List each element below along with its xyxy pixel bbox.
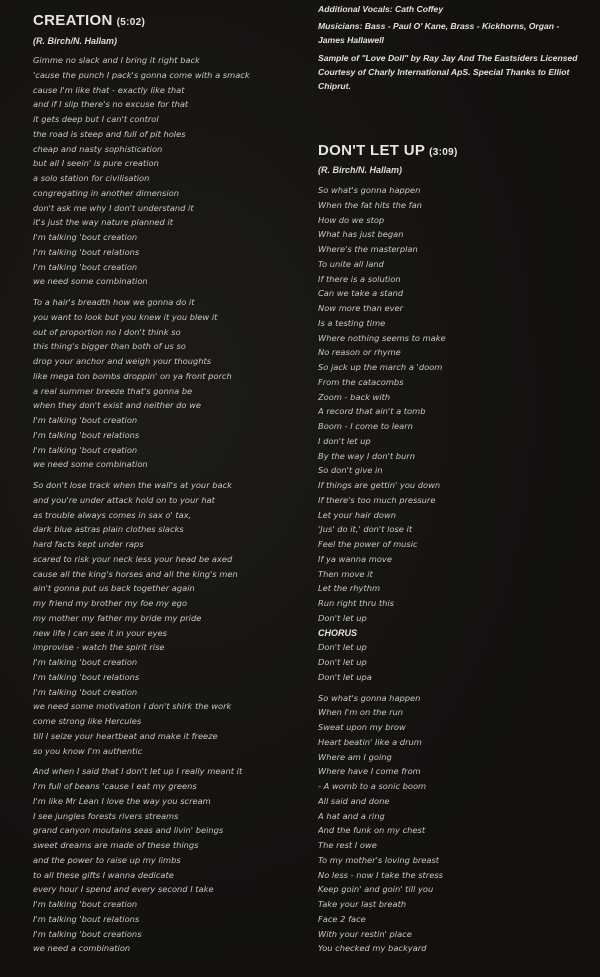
- lyric-line: Now more than ever: [318, 303, 404, 313]
- lyric-line: Where's the masterplan: [318, 244, 418, 254]
- lyric-line: we need a combination: [33, 943, 131, 954]
- note-musicians: Musicians: Bass - Paul O' Kane, Brass - Kickhorns, Organ - James Hallawell: [318, 21, 560, 46]
- lyric-line: I'm like Mr Lean I love the way you scream: [33, 795, 211, 806]
- lyric-line: - A womb to a sonic boom: [318, 781, 427, 791]
- lyric-line: What has just began: [318, 229, 404, 240]
- lyric-line: you want to look but you knew it you blew it: [33, 311, 218, 322]
- lyric-line: I'm talking 'bout creation: [33, 657, 138, 667]
- lyric-line: You checked my backyard: [318, 943, 427, 954]
- lyric-line: The rest I owe: [318, 840, 377, 850]
- lyric-line: Zoom - back with: [318, 391, 391, 402]
- lyric-line: as trouble always comes in sax o' tax,: [33, 509, 192, 520]
- lyric-line: I'm talking 'bout creation: [33, 261, 138, 272]
- lyric-line: Boom - I come to learn: [318, 421, 413, 431]
- lyric-line: When I'm on the run: [318, 707, 404, 718]
- lyric-line: To my mother's loving breast: [318, 854, 440, 865]
- dont-let-up-lyrics: [318, 183, 580, 956]
- chorus-label: CHORUS: [318, 627, 358, 638]
- lyric-line: If there's too much pressure: [318, 494, 436, 505]
- lyric-line: Let your hair down: [318, 509, 396, 520]
- lyric-line: I'm talking 'bout relations: [33, 246, 140, 257]
- lyric-line: Then move it: [318, 568, 373, 579]
- lyric-line: but all I seein' is pure creation: [33, 158, 159, 169]
- lyric-line: I'm talking 'bout creation: [33, 232, 138, 242]
- lyric-line: grand canyon moutains seas and livin' beings: [33, 825, 224, 836]
- lyric-line: If ya wanna move: [318, 553, 392, 564]
- lyric-line: my friend my brother my foe my ego: [33, 598, 188, 608]
- lyric-line: So what's gonna happen: [318, 692, 421, 703]
- lyric-line: it's just the way nature planned it: [33, 217, 173, 228]
- lyric-line: we need some combination: [33, 276, 148, 287]
- lyric-line: I'm full of beans 'cause I eat my greens: [33, 781, 197, 791]
- lyric-line: cheap and nasty sophistication: [33, 143, 163, 154]
- lyric-line: Run right thru this: [318, 598, 395, 608]
- lyric-line: From the catacombs: [318, 376, 404, 387]
- lyric-line: To unite all land: [318, 258, 384, 269]
- song-title-dont-let-up: [318, 142, 458, 159]
- lyric-line: so you know I'm authentic: [33, 745, 143, 756]
- lyric-line: Feel the power of music: [318, 539, 418, 549]
- lyric-line: dark blue astras plain clothes slacks: [33, 524, 184, 535]
- lyric-line: like mega ton bombs droppin' on ya front porch: [33, 370, 232, 381]
- dont-let-up-title: DON'T LET UP: [318, 142, 426, 159]
- lyric-line: I'm talking 'bout creation: [33, 686, 138, 697]
- album-notes: [318, 2, 580, 93]
- lyric-line: my mother my father my bride my pride: [33, 612, 202, 623]
- lyric-line: this thing's bigger than both of us so: [33, 341, 186, 352]
- lyric-line: and you're under attack hold on to your hat: [33, 494, 215, 505]
- lyric-line: Let the rhythm: [318, 583, 381, 594]
- lyric-line: I'm talking 'bout relations: [33, 671, 140, 682]
- lyric-line: So jack up the march a 'doom: [318, 362, 443, 372]
- creation-lyrics: [33, 53, 301, 956]
- lyric-line: 'Jus' do it,' don't lose it: [318, 524, 413, 535]
- lyric-line: come strong like Hercules: [33, 716, 142, 726]
- lyric-line: I'm talking 'bout relations: [33, 913, 140, 924]
- lyric-line: If things are gettin' you down: [318, 480, 441, 490]
- song-title-creation: [33, 12, 145, 29]
- creation-duration: (5:02): [116, 17, 146, 28]
- creation-title: CREATION: [33, 12, 113, 29]
- note-sample: Sample of "Love Doll" by Ray Jay And The Eastsiders Licensed Courtesy of Charly International ApS. Special Thanks to Elliot Chiprut.: [318, 52, 578, 92]
- lyric-line: the road is steep and full of pit holes: [33, 128, 186, 139]
- lyric-line: I'm talking 'bout creation: [33, 899, 138, 909]
- lyric-line: So don't give in: [318, 465, 383, 476]
- lyric-line: To a hair's breadth how we gonna do it: [33, 297, 195, 307]
- lyric-line: I'm talking 'bout creation: [33, 415, 138, 425]
- lyric-line: Gimme no slack and I bring it right back: [33, 55, 200, 65]
- lyric-line: Where nothing seems to make: [318, 332, 446, 343]
- lyric-line: All said and done: [318, 795, 390, 806]
- dont-let-up-credit: (R. Birch/N. Hallam): [318, 165, 403, 175]
- lyric-line: don't ask me why I don't understand it: [33, 202, 194, 213]
- lyric-line: Can we take a stand: [318, 288, 404, 299]
- lyric-line: and if I slip there's no excuse for that: [33, 99, 189, 110]
- lyric-line: out of proportion no I don't think so: [33, 326, 181, 337]
- lyric-line: Take your last breath: [318, 899, 407, 909]
- lyric-line: ain't gonna put us back together again: [33, 583, 195, 594]
- lyric-line: 'cause the punch I pack's gonna come with a smack: [33, 69, 250, 80]
- lyric-line: No reason or rhyme: [318, 347, 401, 358]
- note-vocals: Additional Vocals: Cath Coffey: [318, 4, 444, 14]
- lyric-line: Sweat upon my brow: [318, 722, 406, 732]
- lyric-line: A record that ain't a tomb: [318, 406, 426, 417]
- lyric-line: When the fat hits the fan: [318, 199, 422, 210]
- lyric-line: till I seize your heartbeat and make it freeze: [33, 730, 218, 741]
- lyric-line: every hour I spend and every second I take: [33, 884, 214, 895]
- lyric-line: Heart beatin' like a drum: [318, 736, 422, 747]
- lyric-line: If there is a solution: [318, 273, 401, 284]
- lyric-line: I'm talking 'bout relations: [33, 429, 140, 440]
- lyric-line: we need some motivation I don't shirk the work: [33, 701, 232, 712]
- lyric-line: cause all the king's horses and all the king's men: [33, 568, 238, 579]
- lyric-line: drop your anchor and weigh your thoughts: [33, 356, 212, 366]
- lyric-line: a real summer breeze that's gonna be: [33, 385, 193, 396]
- lyric-line: I don't let up: [318, 435, 371, 446]
- dont-let-up-duration: (3:09): [429, 147, 458, 158]
- lyric-line: I'm talking 'bout creation: [33, 444, 138, 455]
- lyric-line: No less - now I take the stress: [318, 869, 443, 880]
- lyric-line: cause I'm like that - exactly like that: [33, 84, 185, 95]
- lyric-line: when they don't exist and neither do we: [33, 400, 201, 411]
- lyric-line: By the way I don't burn: [318, 450, 415, 461]
- lyric-line: a solo station for civilisation: [33, 173, 150, 183]
- lyric-line: Don't let up: [318, 612, 367, 623]
- lyric-line: new life I can see it in your eyes: [33, 627, 167, 638]
- lyric-line: So don't lose track when the wall's at your back: [33, 480, 232, 490]
- creation-credit: (R. Birch/N. Hallam): [33, 36, 118, 46]
- lyric-line: sweet dreams are made of these things: [33, 840, 199, 850]
- lyric-line: it gets deep but I can't control: [33, 114, 159, 124]
- lyric-line: to all these gifts I wanna dedicate: [33, 869, 174, 880]
- lyric-line: Keep goin' and goin' till you: [318, 884, 434, 895]
- lyric-line: we need some combination: [33, 459, 148, 470]
- lyric-line: I'm talking 'bout creations: [33, 928, 142, 939]
- lyric-line: How do we stop: [318, 214, 385, 225]
- lyric-line: I see jungles forests rivers streams: [33, 810, 179, 821]
- lyric-line: Don't let up: [318, 642, 367, 653]
- lyric-line: A hat and a ring: [318, 810, 385, 821]
- lyric-line: hard facts kept under raps: [33, 539, 144, 549]
- lyric-line: Face 2 face: [318, 913, 366, 924]
- lyric-line: And the funk on my chest: [318, 825, 426, 836]
- lyric-line: scared to risk your neck less your head be axed: [33, 553, 233, 564]
- lyric-line: congregating in another dimension: [33, 187, 180, 198]
- lyric-line: Don't let up: [318, 657, 367, 667]
- lyric-line: And when I said that I don't let up I really meant it: [33, 766, 243, 777]
- lyric-line: and the power to raise up my limbs: [33, 854, 181, 865]
- lyric-line: So what's gonna happen: [318, 185, 421, 195]
- lyric-line: Where am I going: [318, 751, 392, 762]
- lyric-line: Don't let upa: [318, 671, 372, 682]
- lyric-line: improvise - watch the spirit rise: [33, 642, 165, 653]
- lyric-line: Where have I come from: [318, 766, 421, 777]
- lyric-line: Is a testing time: [318, 317, 386, 328]
- lyric-line: With your restin' place: [318, 928, 412, 939]
